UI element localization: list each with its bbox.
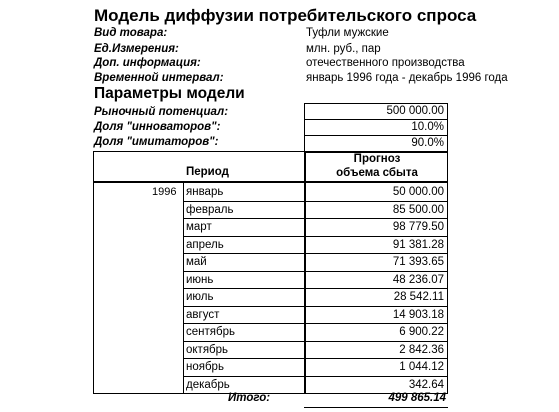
row-divider [183, 358, 448, 359]
month-cell: февраль [186, 203, 234, 216]
param-label-innovators: Доля "инноваторов": [94, 121, 221, 133]
forecast-value-cell: 1 044.12 [399, 361, 444, 373]
forecast-value-cell: 2 842.36 [399, 343, 444, 356]
month-cell: январь [186, 186, 224, 198]
column-header-period: Период [186, 166, 229, 178]
total-label: Итого: [228, 392, 271, 404]
column-header-forecast-line1: Прогноз [353, 153, 401, 165]
params-title: Параметры модели [94, 85, 245, 102]
total-value: 499 865.14 [388, 392, 446, 404]
param-value-imitators: 90.0% [411, 137, 444, 149]
forecast-value-cell: 91 381.28 [392, 238, 444, 251]
row-divider [183, 288, 448, 289]
param-label-imitators: Доля "имитаторов": [94, 136, 219, 148]
info-value-units: млн. руб., пар [306, 43, 381, 55]
forecast-value-cell: 6 900.22 [399, 326, 444, 338]
info-label-interval: Временной интервал: [94, 72, 224, 84]
row-divider [183, 323, 448, 324]
param-value-innovators: 10.0% [411, 121, 444, 133]
total-underline [304, 407, 448, 408]
info-value-product: Туфли мужские [306, 27, 389, 39]
info-value-extra: отечественного производства [306, 57, 465, 69]
row-divider [183, 236, 448, 237]
document-title: Модель диффузии потребительского спроса [94, 6, 477, 25]
month-cell: май [186, 256, 207, 268]
month-cell: июль [186, 291, 214, 303]
year-label: 1996 [152, 186, 177, 198]
info-label-units: Ед.Измерения: [94, 43, 179, 55]
month-cell: июнь [186, 273, 214, 286]
month-cell: ноябрь [186, 361, 224, 373]
param-value-market: 500 000.00 [386, 105, 444, 117]
row-divider [183, 201, 448, 202]
param-label-market: Рыночный потенциал: [94, 106, 229, 118]
forecast-value-cell: 28 542.11 [393, 291, 444, 303]
month-cell: март [186, 221, 212, 233]
info-value-interval: январь 1996 года - декабрь 1996 года [306, 72, 508, 84]
month-cell: апрель [186, 238, 224, 251]
month-cell: октябрь [186, 343, 229, 356]
forecast-value-cell: 85 500.00 [392, 203, 444, 216]
info-label-extra: Доп. информация: [94, 57, 201, 69]
forecast-value-cell: 48 236.07 [392, 273, 444, 286]
forecast-value-cell: 50 000.00 [392, 186, 444, 198]
forecast-value-cell: 98 779.50 [392, 221, 444, 233]
forecast-value-cell: 342.64 [408, 378, 444, 391]
row-divider [183, 341, 448, 342]
row-divider [183, 376, 448, 377]
info-label-product: Вид товара: [94, 27, 168, 39]
row-divider [183, 218, 448, 219]
month-cell: декабрь [186, 378, 230, 391]
forecast-value-cell: 71 393.65 [392, 256, 444, 268]
month-cell: сентябрь [186, 326, 235, 338]
row-divider [183, 253, 448, 254]
column-header-forecast-line2: объема сбыта [336, 167, 418, 179]
row-divider [183, 271, 448, 272]
row-divider [183, 306, 448, 307]
forecast-value-cell: 14 903.18 [392, 308, 444, 321]
month-cell: август [186, 308, 220, 321]
